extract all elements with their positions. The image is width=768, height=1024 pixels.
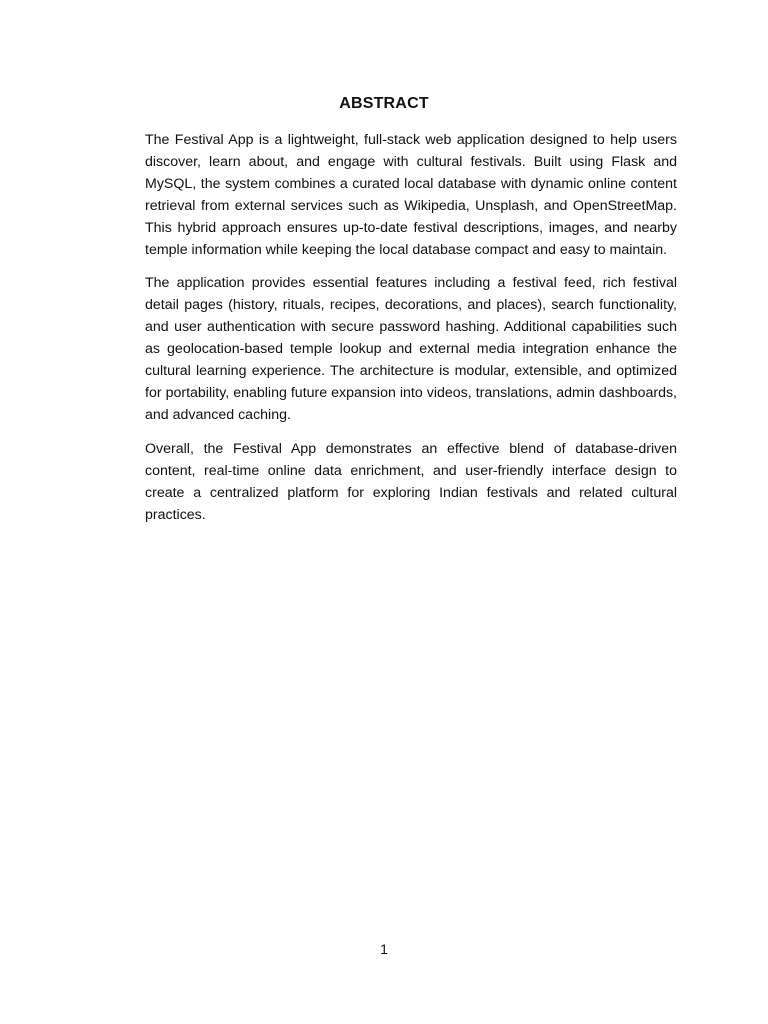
abstract-paragraph-1: The Festival App is a lightweight, full-stack web application designed to help users discover, learn about, and engage with cultural festivals. Built using Flask and MySQL, the system combines a curated local database with dynamic online content retrieval from external services such as Wikipedia, Unsplash, and OpenStreetMap. This hybrid approach ensures up-to-date festival descriptions, images, and nearby temple information while keeping the local database compact and easy to maintain. <box>145 132 677 258</box>
abstract-body <box>145 130 677 538</box>
abstract-paragraph-3: Overall, the Festival App demonstrates an effective blend of database-driven content, real-time online data enrichment, and user-friendly interface design to create a centralized platform for exploring Indian festivals and related cultural practices. <box>145 440 677 523</box>
page-number: 1 <box>380 941 388 957</box>
abstract-heading: ABSTRACT <box>339 95 429 112</box>
abstract-paragraph-2: The application provides essential features including a festival feed, rich festival detail pages (history, rituals, recipes, decorations, and places), search functionality, and user authentication with secure password hashing. Additional capabilities such as geolocation-based temple lookup and external media integration enhance the cultural learning experience. The architecture is modular, extensible, and optimized for portability, enabling future expansion into videos, translations, admin dashboards, and advanced caching. <box>145 275 677 423</box>
